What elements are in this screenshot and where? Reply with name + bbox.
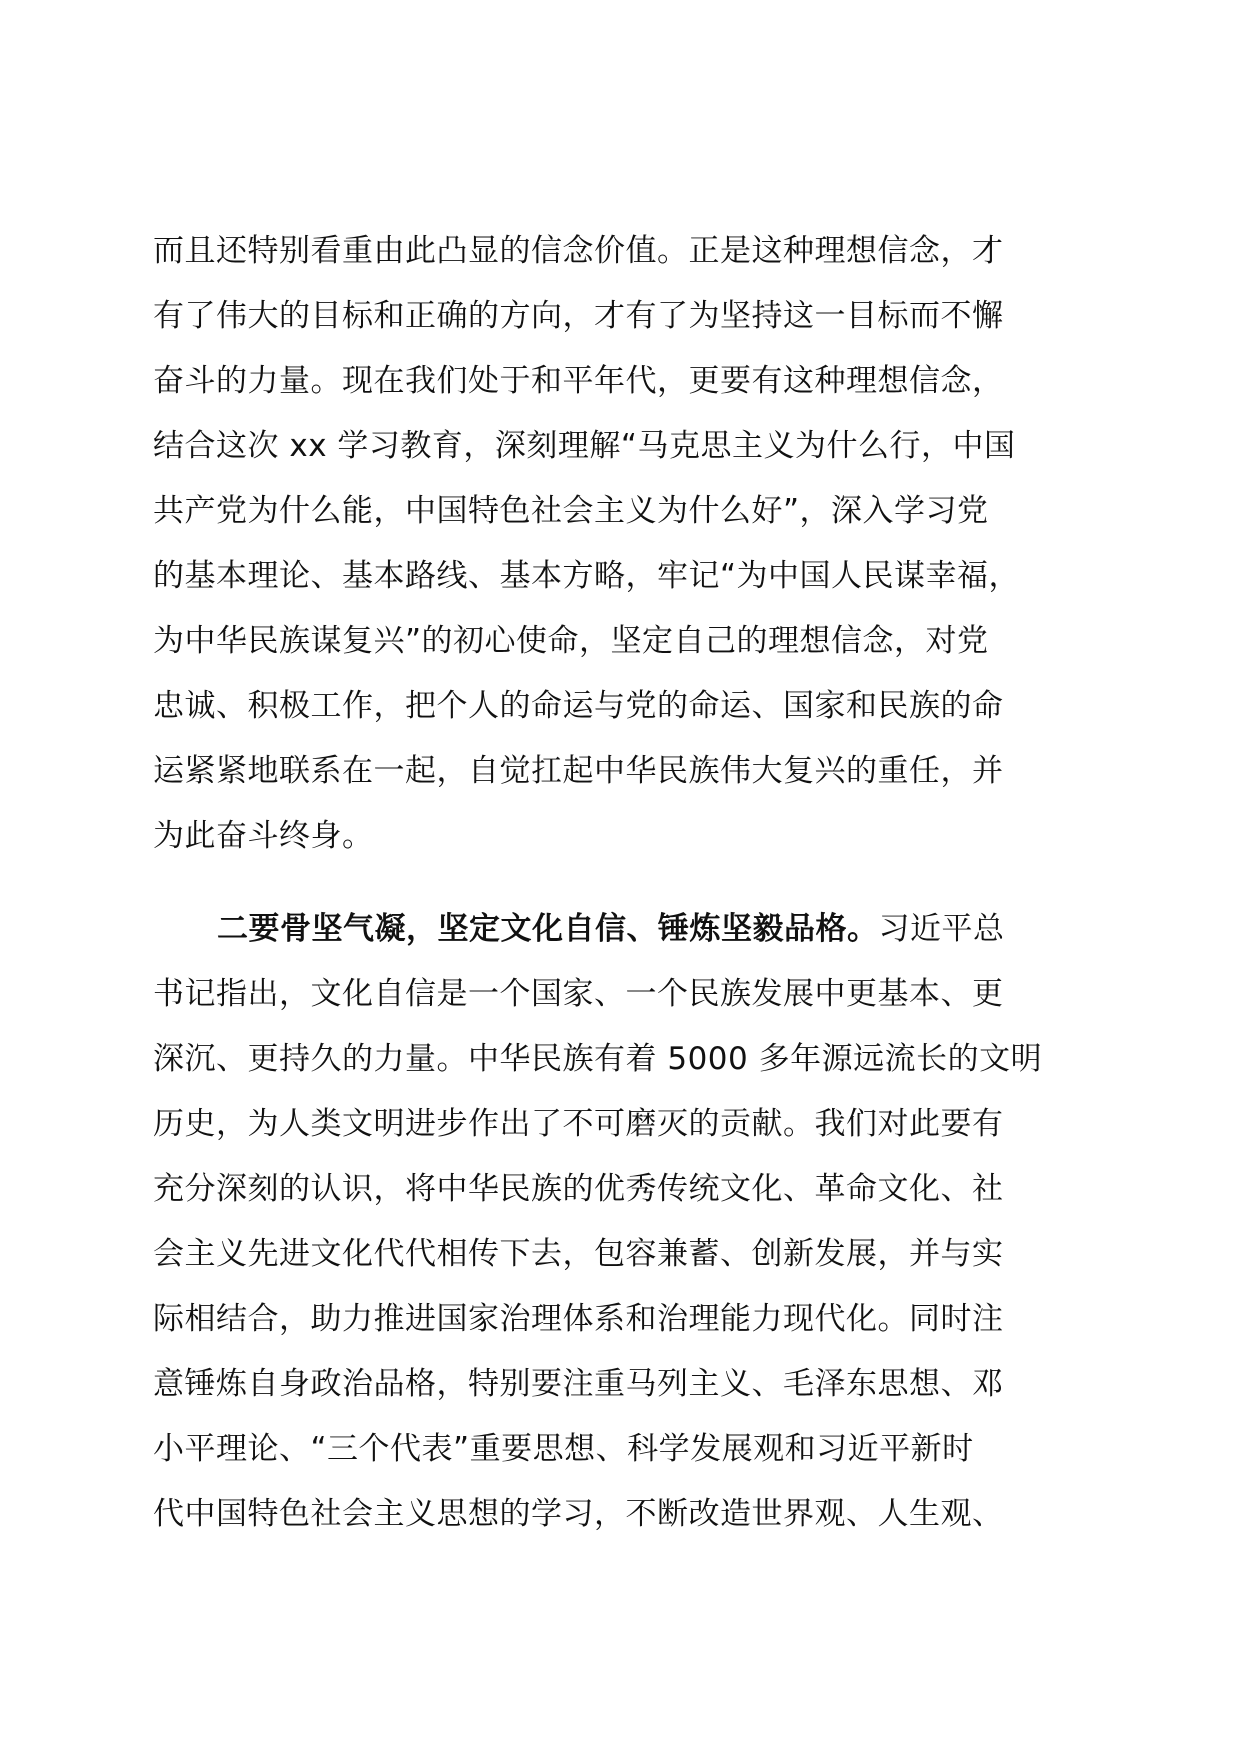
paragraph-1 [153,219,1093,869]
document-body [153,219,1093,1547]
text-line: 书记指出，文化自信是一个国家、一个民族发展中更基本、更 [153,976,1004,1012]
text-line: 共产党为什么能，中国特色社会主义为什么好”，深入学习党 [153,493,989,529]
text-line: 有了伟大的目标和正确的方向，才有了为坚持这一目标而不懈 [153,298,1004,334]
text-line: 深沉、更持久的力量。中华民族有着 5000 多年源远流长的文明 [153,1041,1043,1077]
text-line: 奋斗的力量。现在我们处于和平年代，更要有这种理想信念， [153,363,1004,399]
paragraph-first-line [153,897,1093,962]
paragraph-2 [153,897,1093,1547]
text-line: 为中华民族谋复兴”的初心使命，坚定自己的理想信念，对党 [153,623,989,659]
text-line: 代中国特色社会主义思想的学习，不断改造世界观、人生观、 [153,1496,1004,1532]
text-line: 的基本理论、基本路线、基本方略，牢记“为中国人民谋幸福， [153,558,1021,594]
text-line: 小平理论、“三个代表”重要思想、科学发展观和习近平新时 [153,1431,974,1467]
heading-continuation: 习近平总 [878,911,1005,947]
text-line: 充分深刻的认识，将中华民族的优秀传统文化、革命文化、社 [153,1171,1004,1207]
text-line: 意锤炼自身政治品格，特别要注重马列主义、毛泽东思想、邓 [153,1366,1004,1402]
text-line: 会主义先进文化代代相传下去，包容兼蓄、创新发展，并与实 [153,1236,1004,1272]
text-line: 际相结合，助力推进国家治理体系和治理能力现代化。同时注 [153,1301,1004,1337]
paragraph-spacer [153,869,1093,897]
text-line: 而且还特别看重由此凸显的信念价值。正是这种理想信念，才 [153,233,1004,269]
text-line: 忠诚、积极工作，把个人的命运与党的命运、国家和民族的命 [153,688,1004,724]
text-line: 历史，为人类文明进步作出了不可磨灭的贡献。我们对此要有 [153,1106,1004,1142]
text-line: 为此奋斗终身。 [153,818,374,854]
paragraph-heading: 二要骨坚气凝，坚定文化自信、锤炼坚毅品格。 [217,911,879,947]
text-line: 结合这次 xx 学习教育，深刻理解“马克思主义为什么行，中国 [153,428,1016,464]
text-line: 运紧紧地联系在一起，自觉扛起中华民族伟大复兴的重任，并 [153,753,1004,789]
